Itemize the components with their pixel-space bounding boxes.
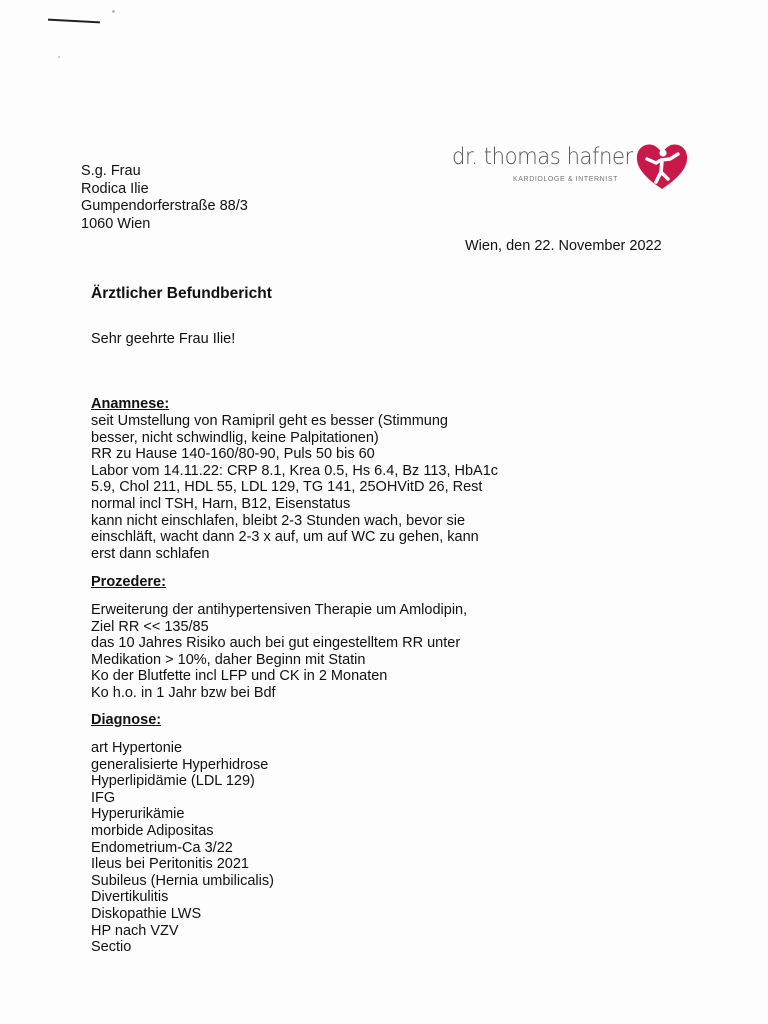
- salutation: Sehr geehrte Frau Ilie!: [91, 331, 236, 347]
- practice-logo: [452, 142, 702, 192]
- text-line: Ko der Blutfette incl LFP und CK in 2 Monaten: [91, 668, 388, 685]
- diagnosis-item: Endometrium-Ca 3/22: [91, 839, 233, 856]
- diagnosis-item: Hyperlipidämie (LDL 129): [91, 773, 255, 790]
- text-line: Medikation > 10%, daher Beginn mit Statin: [91, 651, 366, 668]
- diagnosis-item: Divertikulitis: [91, 889, 169, 906]
- section-heading: Diagnose:: [91, 712, 162, 728]
- diagnosis-item: art Hypertonie: [91, 740, 183, 756]
- scan-mark: [48, 19, 100, 24]
- logo-name: dr. thomas hafner: [452, 144, 633, 170]
- diagnosis-item: HP nach VZV: [91, 922, 179, 939]
- recipient-address: [81, 163, 248, 233]
- diagnosis-item: Subileus (Hernia umbilicalis): [91, 872, 274, 889]
- text-line: 5.9, Chol 211, HDL 55, LDL 129, TG 141, 25OHVitD 26, Rest: [91, 479, 483, 496]
- text-line: besser, nicht schwindlig, keine Palpitationen): [91, 429, 379, 446]
- recipient-line: 1060 Wien: [81, 215, 151, 232]
- logo-subtitle: KARDIOLOGE & INTERNIST: [513, 176, 618, 183]
- section-anamnese: [91, 396, 551, 562]
- text-line: Ko h.o. in 1 Jahr bzw bei Bdf: [91, 684, 276, 701]
- text-line: erst dann schlafen: [91, 545, 210, 562]
- text-line: RR zu Hause 140-160/80-90, Puls 50 bis 60: [91, 446, 375, 463]
- section-heading: Prozedere:: [91, 574, 166, 590]
- recipient-line: Rodica Ilie: [81, 180, 149, 197]
- section-body: [91, 740, 551, 956]
- scan-speck: [58, 56, 60, 58]
- text-line: seit Umstellung von Ramipril geht es besser (Stimmung: [91, 413, 448, 429]
- diagnosis-item: Diskopathie LWS: [91, 905, 202, 922]
- recipient-line: Gumpendorferstraße 88/3: [81, 198, 248, 214]
- scan-speck: [112, 10, 115, 13]
- diagnosis-item: Ileus bei Peritonitis 2021: [91, 856, 249, 873]
- diagnosis-item: Sectio: [91, 939, 132, 956]
- text-line: einschläft, wacht dann 2-3 x auf, um auf WC zu gehen, kann: [91, 529, 479, 546]
- text-line: Labor vom 14.11.22: CRP 8.1, Krea 0.5, Hs 6.4, Bz 113, HbA1c: [91, 462, 499, 479]
- diagnosis-item: generalisierte Hyperhidrose: [91, 756, 269, 773]
- diagnosis-item: Hyperurikämie: [91, 806, 185, 823]
- section-prozedere: [91, 574, 551, 702]
- section-heading: Anamnese:: [91, 396, 170, 412]
- diagnosis-item: IFG: [91, 789, 116, 806]
- text-line: das 10 Jahres Risiko auch bei gut eingestelltem RR unter: [91, 635, 461, 652]
- section-body: [91, 413, 551, 562]
- document-title: Ärztlicher Befundbericht: [91, 285, 272, 302]
- heart-figure-icon: [634, 142, 690, 192]
- section-diagnose: [91, 712, 551, 956]
- text-line: kann nicht einschlafen, bleibt 2-3 Stunden wach, bevor sie: [91, 512, 466, 529]
- text-line: Erweiterung der antihypertensiven Therapie um Amlodipin,: [91, 602, 468, 618]
- section-body: [91, 602, 551, 702]
- text-line: Ziel RR << 135/85: [91, 618, 209, 635]
- diagnosis-item: morbide Adipositas: [91, 822, 214, 839]
- text-line: normal incl TSH, Harn, B12, Eisenstatus: [91, 495, 351, 512]
- letter-date: Wien, den 22. November 2022: [465, 238, 662, 254]
- recipient-line: S.g. Frau: [81, 163, 141, 179]
